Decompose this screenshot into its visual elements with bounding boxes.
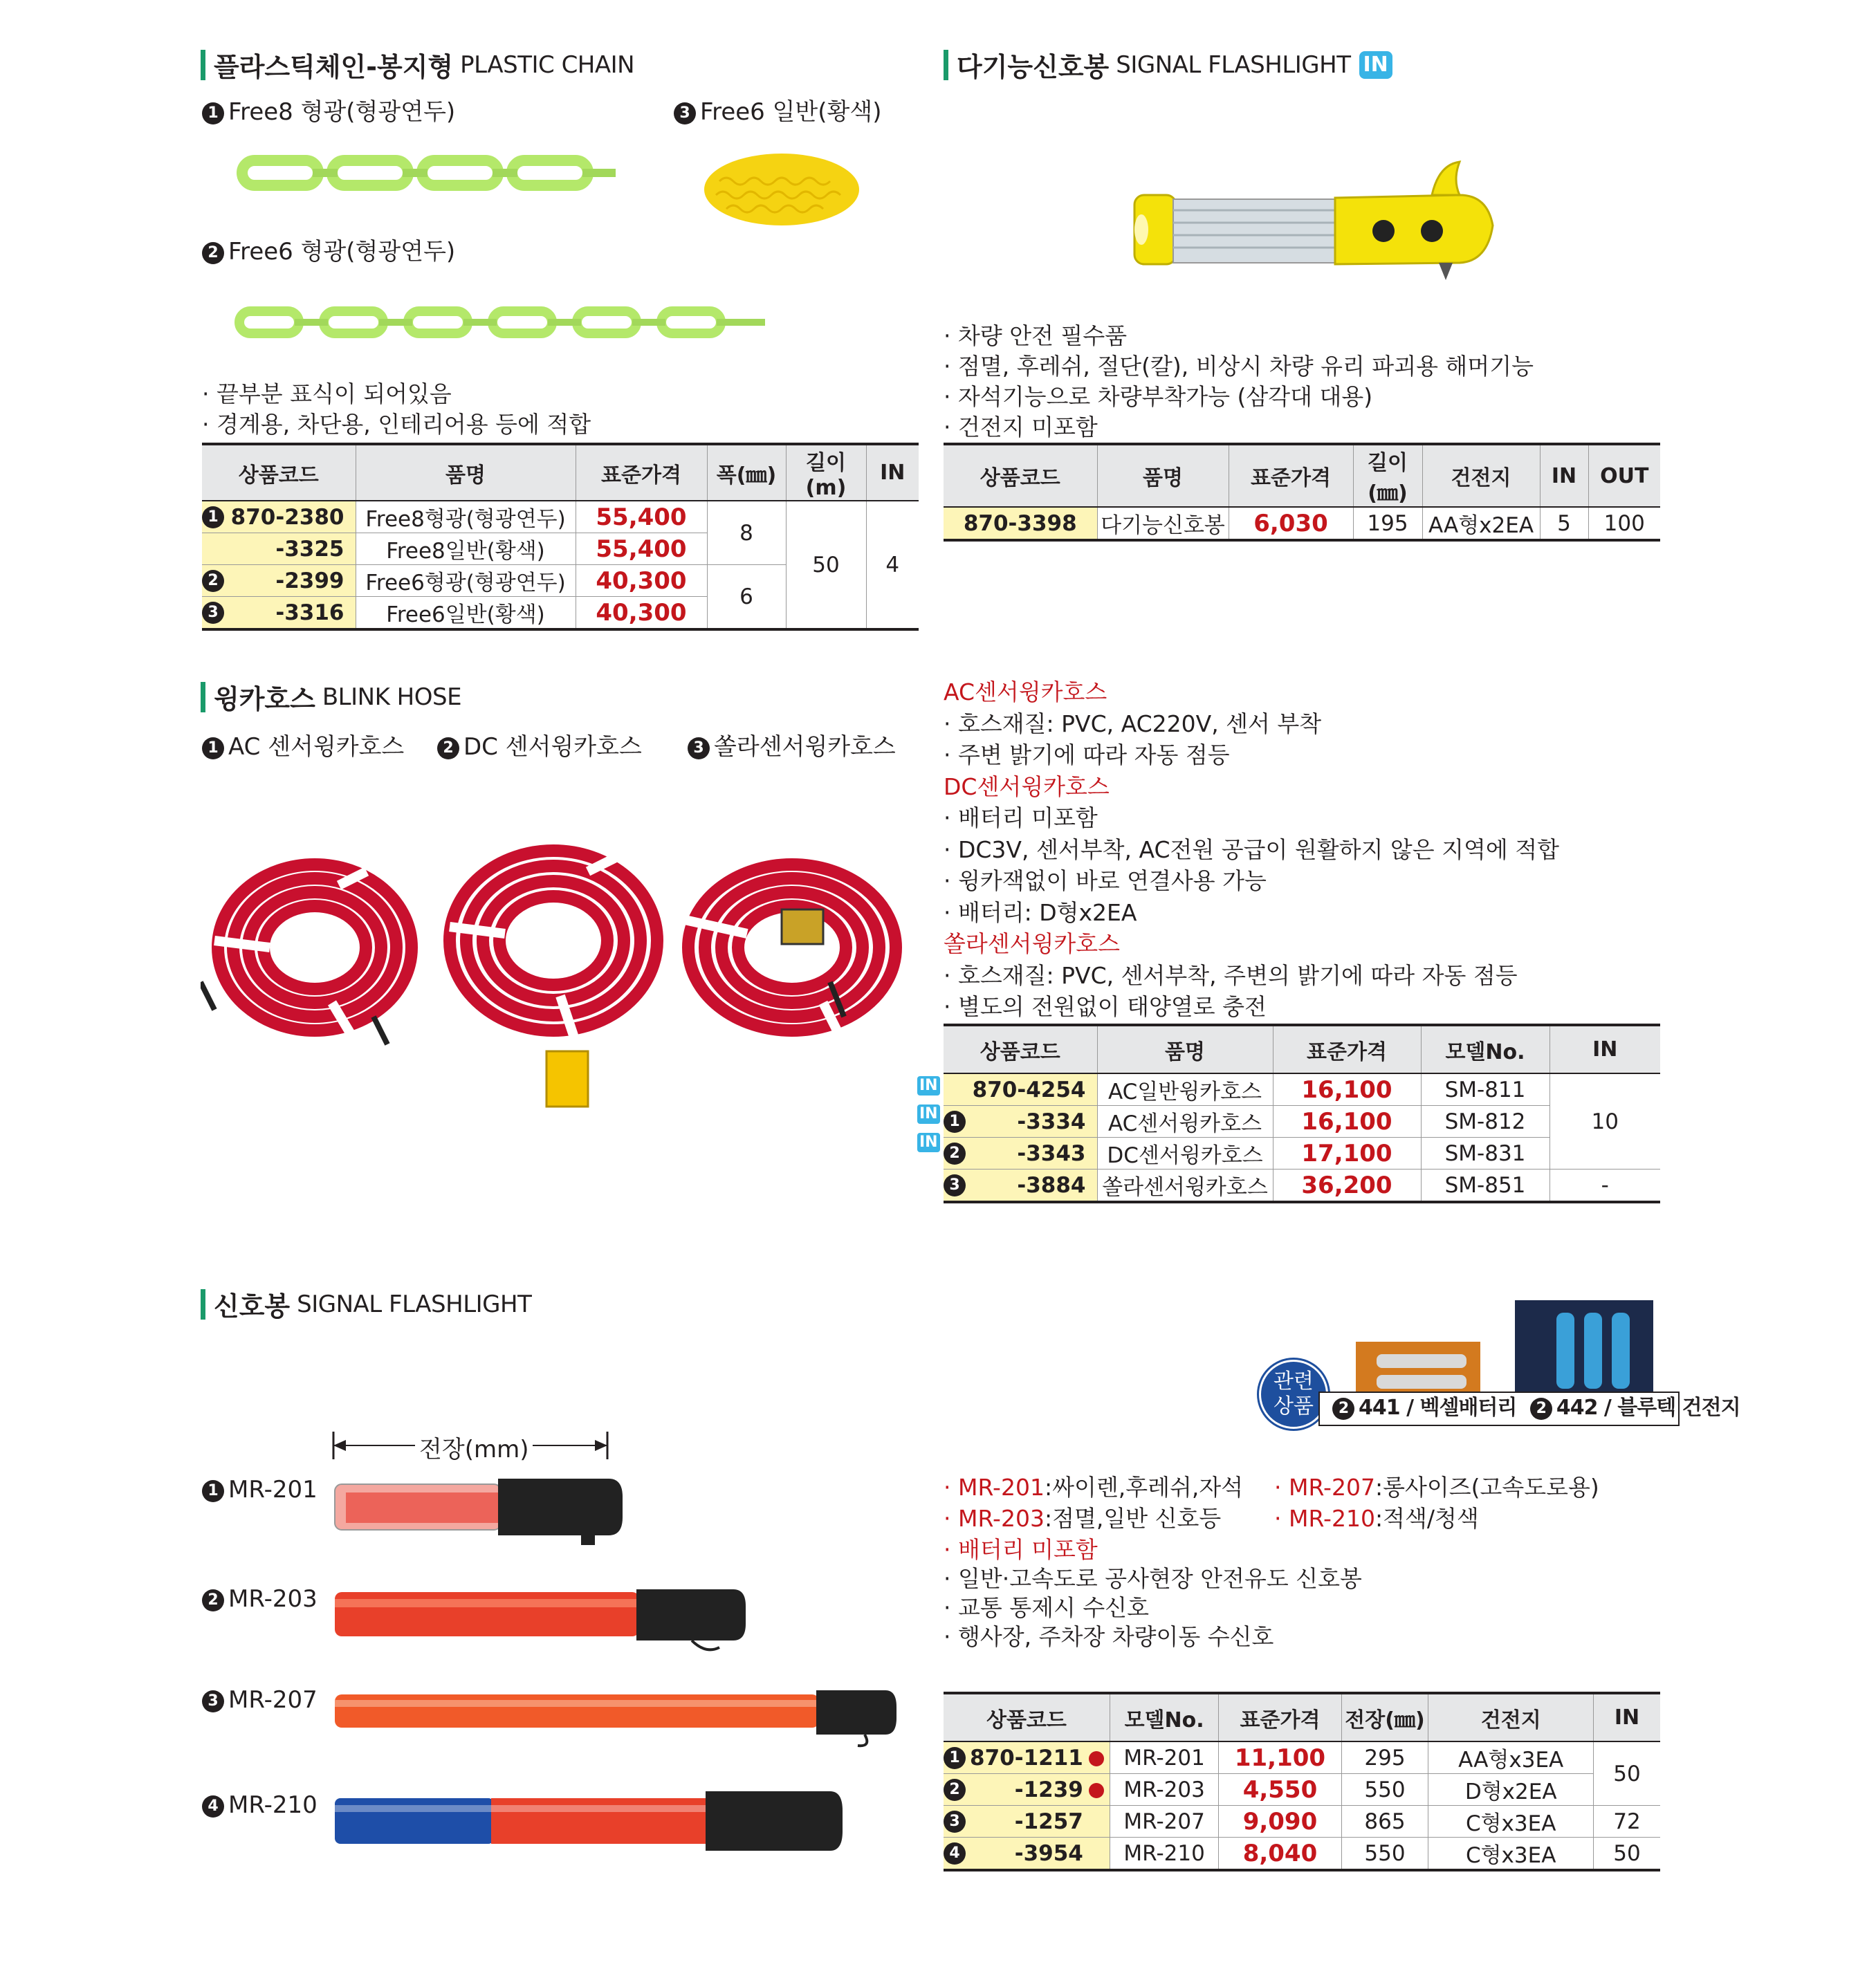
chain-item-1-label: 1 Free8 형광(형광연두)	[202, 93, 455, 127]
product-code: 870-2380	[230, 504, 344, 530]
model-value: MR-201	[1110, 1741, 1219, 1774]
product-name: AC센서윙카호스	[1097, 1106, 1273, 1138]
out-value: 100	[1588, 507, 1660, 540]
product-price: 17,100	[1273, 1138, 1421, 1170]
header-code: 상품코드	[944, 444, 1097, 507]
product-name: Free8일반(황색)	[356, 533, 576, 565]
title-bar	[944, 50, 948, 80]
length-value: 295	[1341, 1741, 1428, 1774]
mr201-image	[332, 1469, 623, 1545]
number-1-icon: 1	[202, 102, 224, 124]
header-length: 길이(㎜)	[1353, 444, 1422, 507]
feature-item: · 경계용, 차단용, 인테리어용 등에 적합	[202, 409, 591, 440]
red-dot-icon	[1089, 1783, 1104, 1798]
blink-hose-features	[944, 676, 1559, 1023]
in-value: 50	[1594, 1838, 1660, 1871]
product-price: 11,100	[1219, 1741, 1341, 1774]
table-row	[944, 1073, 1660, 1106]
mr207-image	[332, 1679, 899, 1748]
related-item-2[interactable]: 442 / 블루텍 건전지	[1556, 1396, 1740, 1420]
length-value: 195	[1353, 507, 1422, 540]
in-value: 50	[1594, 1741, 1660, 1806]
in-value: 72	[1594, 1806, 1660, 1838]
product-price: 36,200	[1273, 1170, 1421, 1203]
chain-item-2-label: 2 Free6 형광(형광연두)	[202, 232, 455, 266]
feature-item: · 끝부분 표식이 되어있음	[202, 379, 591, 409]
battery-value: C형x3EA	[1428, 1806, 1594, 1838]
plastic-chain-table	[202, 443, 919, 631]
battery-value: C형x3EA	[1428, 1838, 1594, 1871]
feature-item: · 행사장, 주차장 차량이동 수신호	[944, 1623, 1362, 1652]
table-row: 2 -2399 Free6형광(형광연두) 40,300 6	[202, 565, 919, 597]
signal-flashlight-title-en: SIGNAL FLASHLIGHT	[297, 1290, 532, 1318]
model-mr210-label: 4 MR-210	[202, 1791, 318, 1819]
table-row: 1 870-1211 MR-201 11,100 295 AA형x3EA 50	[944, 1741, 1660, 1774]
product-price: 6,030	[1229, 507, 1353, 540]
ac-hose-title: AC센서윙카호스	[944, 678, 1107, 705]
product-code: -3325	[275, 536, 344, 562]
blink-hose-images	[201, 844, 927, 1127]
multi-flashlight-title	[944, 46, 1392, 84]
battery-note: · 배터리 미포함	[944, 1536, 1098, 1563]
length-value: 550	[1341, 1774, 1428, 1806]
table-row: 3 -3884 쏠라센서윙카호스 36,200 SM-851 -	[944, 1170, 1660, 1203]
blink-hose-title-en: BLINK HOSE	[322, 683, 462, 711]
hose-item-2-label: 2 DC 센서윙카호스	[437, 728, 642, 761]
product-code: 870-4254	[972, 1077, 1086, 1102]
product-code: -3334	[1017, 1109, 1086, 1134]
feature-item: · 점멸, 후레쉬, 절단(칼), 비상시 차량 유리 파괴용 해머기능	[944, 351, 1534, 382]
multi-flashlight-table	[944, 443, 1660, 542]
multi-flashlight-image	[1128, 159, 1501, 290]
product-price: 16,100	[1273, 1106, 1421, 1138]
product-price: 40,300	[576, 597, 707, 630]
related-badge: 관련 상품	[1259, 1360, 1328, 1429]
header-out: OUT	[1588, 444, 1660, 507]
model-value: SM-811	[1421, 1073, 1549, 1106]
battery-value: D형x2EA	[1428, 1774, 1594, 1806]
product-code: -3316	[275, 600, 344, 625]
header-price: 표준가격	[1219, 1693, 1341, 1741]
mr210-image	[332, 1783, 844, 1859]
header-name: 품명	[1097, 444, 1229, 507]
multi-flashlight-features	[944, 321, 1534, 443]
feature-item: · 윙카잭없이 바로 연결사용 가능	[944, 865, 1559, 897]
table-row: 3 -3316 Free6일반(황색) 40,300	[202, 597, 919, 630]
battery-value: AA형x2EA	[1422, 507, 1540, 540]
solar-hose-title: 쏠라센서윙카호스	[944, 930, 1121, 957]
table-row: 1 -3334 AC센서윙카호스 16,100 SM-812	[944, 1106, 1660, 1138]
signal-flashlight-table	[944, 1692, 1660, 1871]
green-chain-free6-image	[232, 302, 772, 343]
header-price: 표준가격	[1273, 1025, 1421, 1073]
battery-value: AA형x3EA	[1428, 1741, 1594, 1774]
product-code: -1239	[1014, 1777, 1083, 1802]
signal-flashlight-title-ko: 신호봉	[214, 1291, 291, 1322]
new-in-badge: IN	[917, 1076, 940, 1096]
header-model: 모델No.	[1110, 1693, 1219, 1741]
header-length: 전장(㎜)	[1341, 1693, 1428, 1741]
signal-flashlight-features	[944, 1564, 1362, 1652]
plastic-chain-features	[202, 379, 591, 440]
header-code: 상품코드	[944, 1025, 1097, 1073]
model-notes	[944, 1472, 1599, 1565]
product-name: 다기능신호봉	[1097, 507, 1229, 540]
in-value: -	[1549, 1170, 1660, 1203]
table-row: 4 -3954 MR-210 8,040 550 C형x3EA 50	[944, 1838, 1660, 1871]
header-length: 길이(m)	[786, 444, 866, 501]
product-price: 4,550	[1219, 1774, 1341, 1806]
length-value: 550	[1341, 1838, 1428, 1871]
mr203-image	[332, 1578, 747, 1654]
header-price: 표준가격	[576, 444, 707, 501]
model-note-row: · MR-201:싸이렌,후레쉬,자석 · MR-207:롱사이즈(고속도로용)	[944, 1474, 1599, 1501]
dc-hose-title: DC센서윙카호스	[944, 773, 1110, 800]
new-in-badge: IN	[917, 1104, 940, 1124]
new-in-badge: IN	[917, 1133, 940, 1152]
title-bar	[201, 1289, 205, 1320]
number-3-icon: 3	[674, 102, 696, 124]
product-code: 870-1211	[970, 1745, 1083, 1771]
product-name: Free8형광(형광연두)	[356, 501, 576, 533]
table-row: 2 -1239 MR-203 4,550 550 D형x2EA	[944, 1774, 1660, 1806]
length-value: 50	[786, 501, 866, 629]
product-name: AC일반윙카호스	[1097, 1073, 1273, 1106]
width-value: 6	[707, 565, 786, 630]
table-row: 2 -3343 DC센서윙카호스 17,100 SM-831	[944, 1138, 1660, 1170]
model-value: MR-203	[1110, 1774, 1219, 1806]
product-name: Free6일반(황색)	[356, 597, 576, 630]
plastic-chain-title	[201, 46, 634, 84]
in-value: 5	[1540, 507, 1588, 540]
in-value: 10	[1549, 1073, 1660, 1170]
product-price: 40,300	[576, 565, 707, 597]
header-in: IN	[866, 444, 919, 501]
model-value: SM-812	[1421, 1106, 1549, 1138]
length-label: 전장(mm)	[415, 1430, 533, 1464]
feature-item: · 주변 밝기에 따라 자동 점등	[944, 739, 1559, 771]
product-code: -3954	[1014, 1840, 1083, 1866]
feature-item: · 별도의 전원없이 태양열로 충전	[944, 991, 1559, 1023]
header-name: 품명	[356, 444, 576, 501]
product-name: Free6형광(형광연두)	[356, 565, 576, 597]
feature-item: · 차량 안전 필수품	[944, 321, 1534, 351]
product-code: -3343	[1017, 1140, 1086, 1166]
red-dot-icon	[1089, 1751, 1104, 1766]
table-row	[944, 507, 1660, 540]
product-code: 870-3398	[944, 507, 1097, 540]
product-price: 55,400	[576, 533, 707, 565]
model-value: MR-207	[1110, 1806, 1219, 1838]
blink-hose-title-ko: 윙카호스	[214, 684, 315, 714]
header-price: 표준가격	[1229, 444, 1353, 507]
product-price: 9,090	[1219, 1806, 1341, 1838]
feature-item: · 교통 통제시 수신호	[944, 1593, 1362, 1623]
related-products	[1259, 1360, 1740, 1425]
hose-item-1-label: 1 AC 센서윙카호스	[202, 728, 404, 761]
model-value: SM-831	[1421, 1138, 1549, 1170]
yellow-chain-bag-image	[699, 147, 865, 230]
hose-item-3-label: 3 쏠라센서윙카호스	[688, 728, 896, 761]
product-price: 16,100	[1273, 1073, 1421, 1106]
feature-item: · 자석기능으로 차량부착가능 (삼각대 대용)	[944, 382, 1534, 412]
table-row: 3 -1257 MR-207 9,090 865 C형x3EA 72	[944, 1806, 1660, 1838]
header-battery: 건전지	[1422, 444, 1540, 507]
blink-hose-table	[944, 1024, 1660, 1203]
product-name: DC센서윙카호스	[1097, 1138, 1273, 1170]
related-item-1[interactable]: 441 / 벡셀배터리	[1359, 1396, 1517, 1420]
chain-item-3-label: 3 Free6 일반(황색)	[674, 93, 882, 127]
model-mr203-label: 2 MR-203	[202, 1585, 318, 1613]
in-value: 4	[866, 501, 919, 629]
model-note-row: · MR-203:점멸,일반 신호등 · MR-210:적색/청색	[944, 1505, 1479, 1532]
multi-flashlight-title-en: SIGNAL FLASHLIGHT	[1116, 50, 1351, 79]
model-value: SM-851	[1421, 1170, 1549, 1203]
product-price: 55,400	[576, 501, 707, 533]
header-name: 품명	[1097, 1025, 1273, 1073]
green-chain-free8-image	[235, 152, 623, 194]
model-mr207-label: 3 MR-207	[202, 1686, 318, 1714]
product-name: 쏠라센서윙카호스	[1097, 1170, 1273, 1203]
title-bar	[201, 682, 205, 712]
header-in: IN	[1540, 444, 1588, 507]
plastic-chain-title-en: PLASTIC CHAIN	[460, 50, 635, 79]
model-mr201-label: 1 MR-201	[202, 1476, 318, 1504]
blink-hose-title	[201, 678, 461, 716]
header-width: 폭(㎜)	[707, 444, 786, 501]
multi-flashlight-title-ko: 다기능신호봉	[957, 52, 1110, 82]
related-items-box: 2 441 / 벡셀배터리 2 442 / 블루텍 건전지	[1318, 1392, 1680, 1426]
feature-item: · 건전지 미포함	[944, 412, 1534, 443]
product-price: 8,040	[1219, 1838, 1341, 1871]
plastic-chain-title-ko: 플라스틱체인-봉지형	[214, 52, 454, 82]
header-model: 모델No.	[1421, 1025, 1549, 1073]
new-in-badge: IN	[1359, 51, 1392, 79]
feature-item: · 배터리 미포함	[944, 802, 1559, 834]
number-2-icon: 2	[202, 242, 224, 264]
length-value: 865	[1341, 1806, 1428, 1838]
feature-item: · 호스재질: PVC, 센서부착, 주변의 밝기에 따라 자동 점등	[944, 960, 1559, 992]
feature-item: · DC3V, 센서부착, AC전원 공급이 원활하지 않은 지역에 적합	[944, 834, 1559, 866]
header-in: IN	[1549, 1025, 1660, 1073]
header-code: 상품코드	[202, 444, 356, 501]
width-value: 8	[707, 501, 786, 565]
feature-item: · 일반·고속도로 공사현장 안전유도 신호봉	[944, 1564, 1362, 1593]
model-value: MR-210	[1110, 1838, 1219, 1871]
table-row: 1 870-2380 Free8형광(형광연두) 55,400 8 50 4	[202, 501, 919, 533]
feature-item: · 호스재질: PVC, AC220V, 센서 부착	[944, 708, 1559, 740]
product-code: -3884	[1017, 1172, 1086, 1198]
header-battery: 건전지	[1428, 1693, 1594, 1741]
product-code: -1257	[1014, 1809, 1083, 1834]
title-bar	[201, 50, 205, 80]
header-in: IN	[1594, 1693, 1660, 1741]
header-code: 상품코드	[944, 1693, 1110, 1741]
signal-flashlight-title	[201, 1285, 531, 1323]
feature-item: · 배터리: D형x2EA	[944, 897, 1559, 929]
product-code: -2399	[275, 568, 344, 593]
